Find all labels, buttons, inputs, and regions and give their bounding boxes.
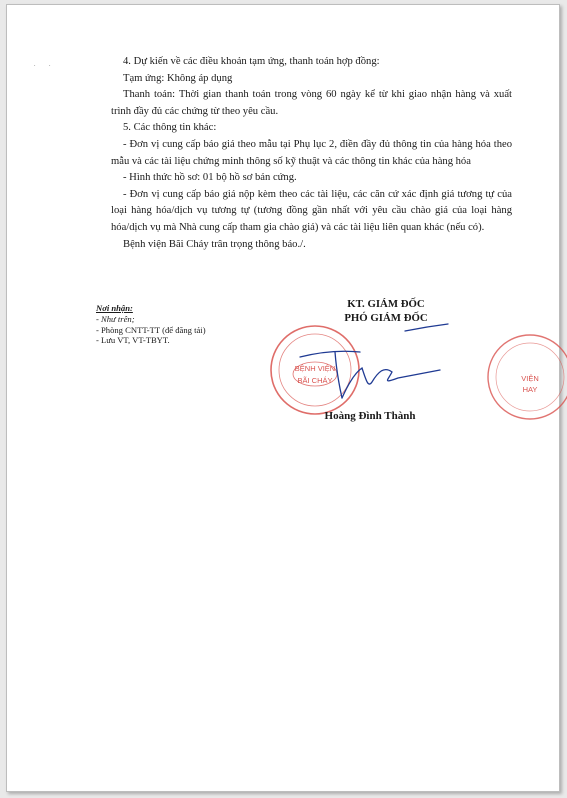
recipient-item: - Phòng CNTT-TT (để đăng tải) <box>96 324 206 335</box>
signer-name: Hoàng Đình Thành <box>324 410 416 422</box>
section-5-heading: 5. Các thông tin khác: <box>123 122 217 134</box>
supporting-documents: - Đơn vị cung cấp báo giá nộp kèm theo các tài liệu, các căn cứ xác định giá tương tự của loại hàng hóa/dịch vụ tương tự (tương đồng gần nhất với yêu cầu chào giá của loại hàng hóa/dịch vụ mà Nhà cung cấp tham gia chào giá) và các tài liệu liên quan khác (nếu có). <box>111 188 512 233</box>
scan-artifact: . . <box>34 62 57 68</box>
payment-terms: Thanh toán: Thời gian thanh toán trong vòng 60 ngày kể từ khi giao nhận hàng và xuất trình đầy đủ các chứng từ theo yêu cầu. <box>111 89 512 117</box>
stamp2-line-1: VIỆN <box>521 374 539 383</box>
recipients-title: Nơi nhận: <box>96 303 133 313</box>
quote-form-requirement: - Đơn vị cung cấp báo giá theo mẫu tại Phụ lục 2, điền đầy đủ thông tin của hàng hóa theo mẫu và các tài liệu chứng minh thông số kỹ thuật và các thông tin khác của hàng hóa <box>111 138 512 167</box>
signature-title-line1: KT. GIÁM ĐỐC <box>347 298 425 310</box>
document-body <box>111 54 512 253</box>
closing-line: Bệnh viện Bãi Cháy trân trọng thông báo./. <box>123 238 306 250</box>
stamp-line-1: BỆNH VIỆN <box>294 364 336 373</box>
signature-title-line2: PHÓ GIÁM ĐỐC <box>344 312 428 324</box>
recipient-item: - Lưu VT, VT-TBYT. <box>96 335 170 346</box>
section-4-heading: 4. Dự kiến về các điều khoản tạm ứng, thanh toán hợp đồng: <box>123 56 380 67</box>
dossier-format: - Hình thức hồ sơ: 01 bộ hồ sơ bản cứng. <box>123 172 297 184</box>
stamp-line-2: BÃI CHÁY <box>297 376 333 385</box>
recipient-item: - Như trên; <box>96 313 135 324</box>
recipients-block <box>96 303 206 346</box>
stamp2-line-2: HAY <box>522 385 538 394</box>
advance-payment-line: Tạm ứng: Không áp dụng <box>123 72 233 84</box>
